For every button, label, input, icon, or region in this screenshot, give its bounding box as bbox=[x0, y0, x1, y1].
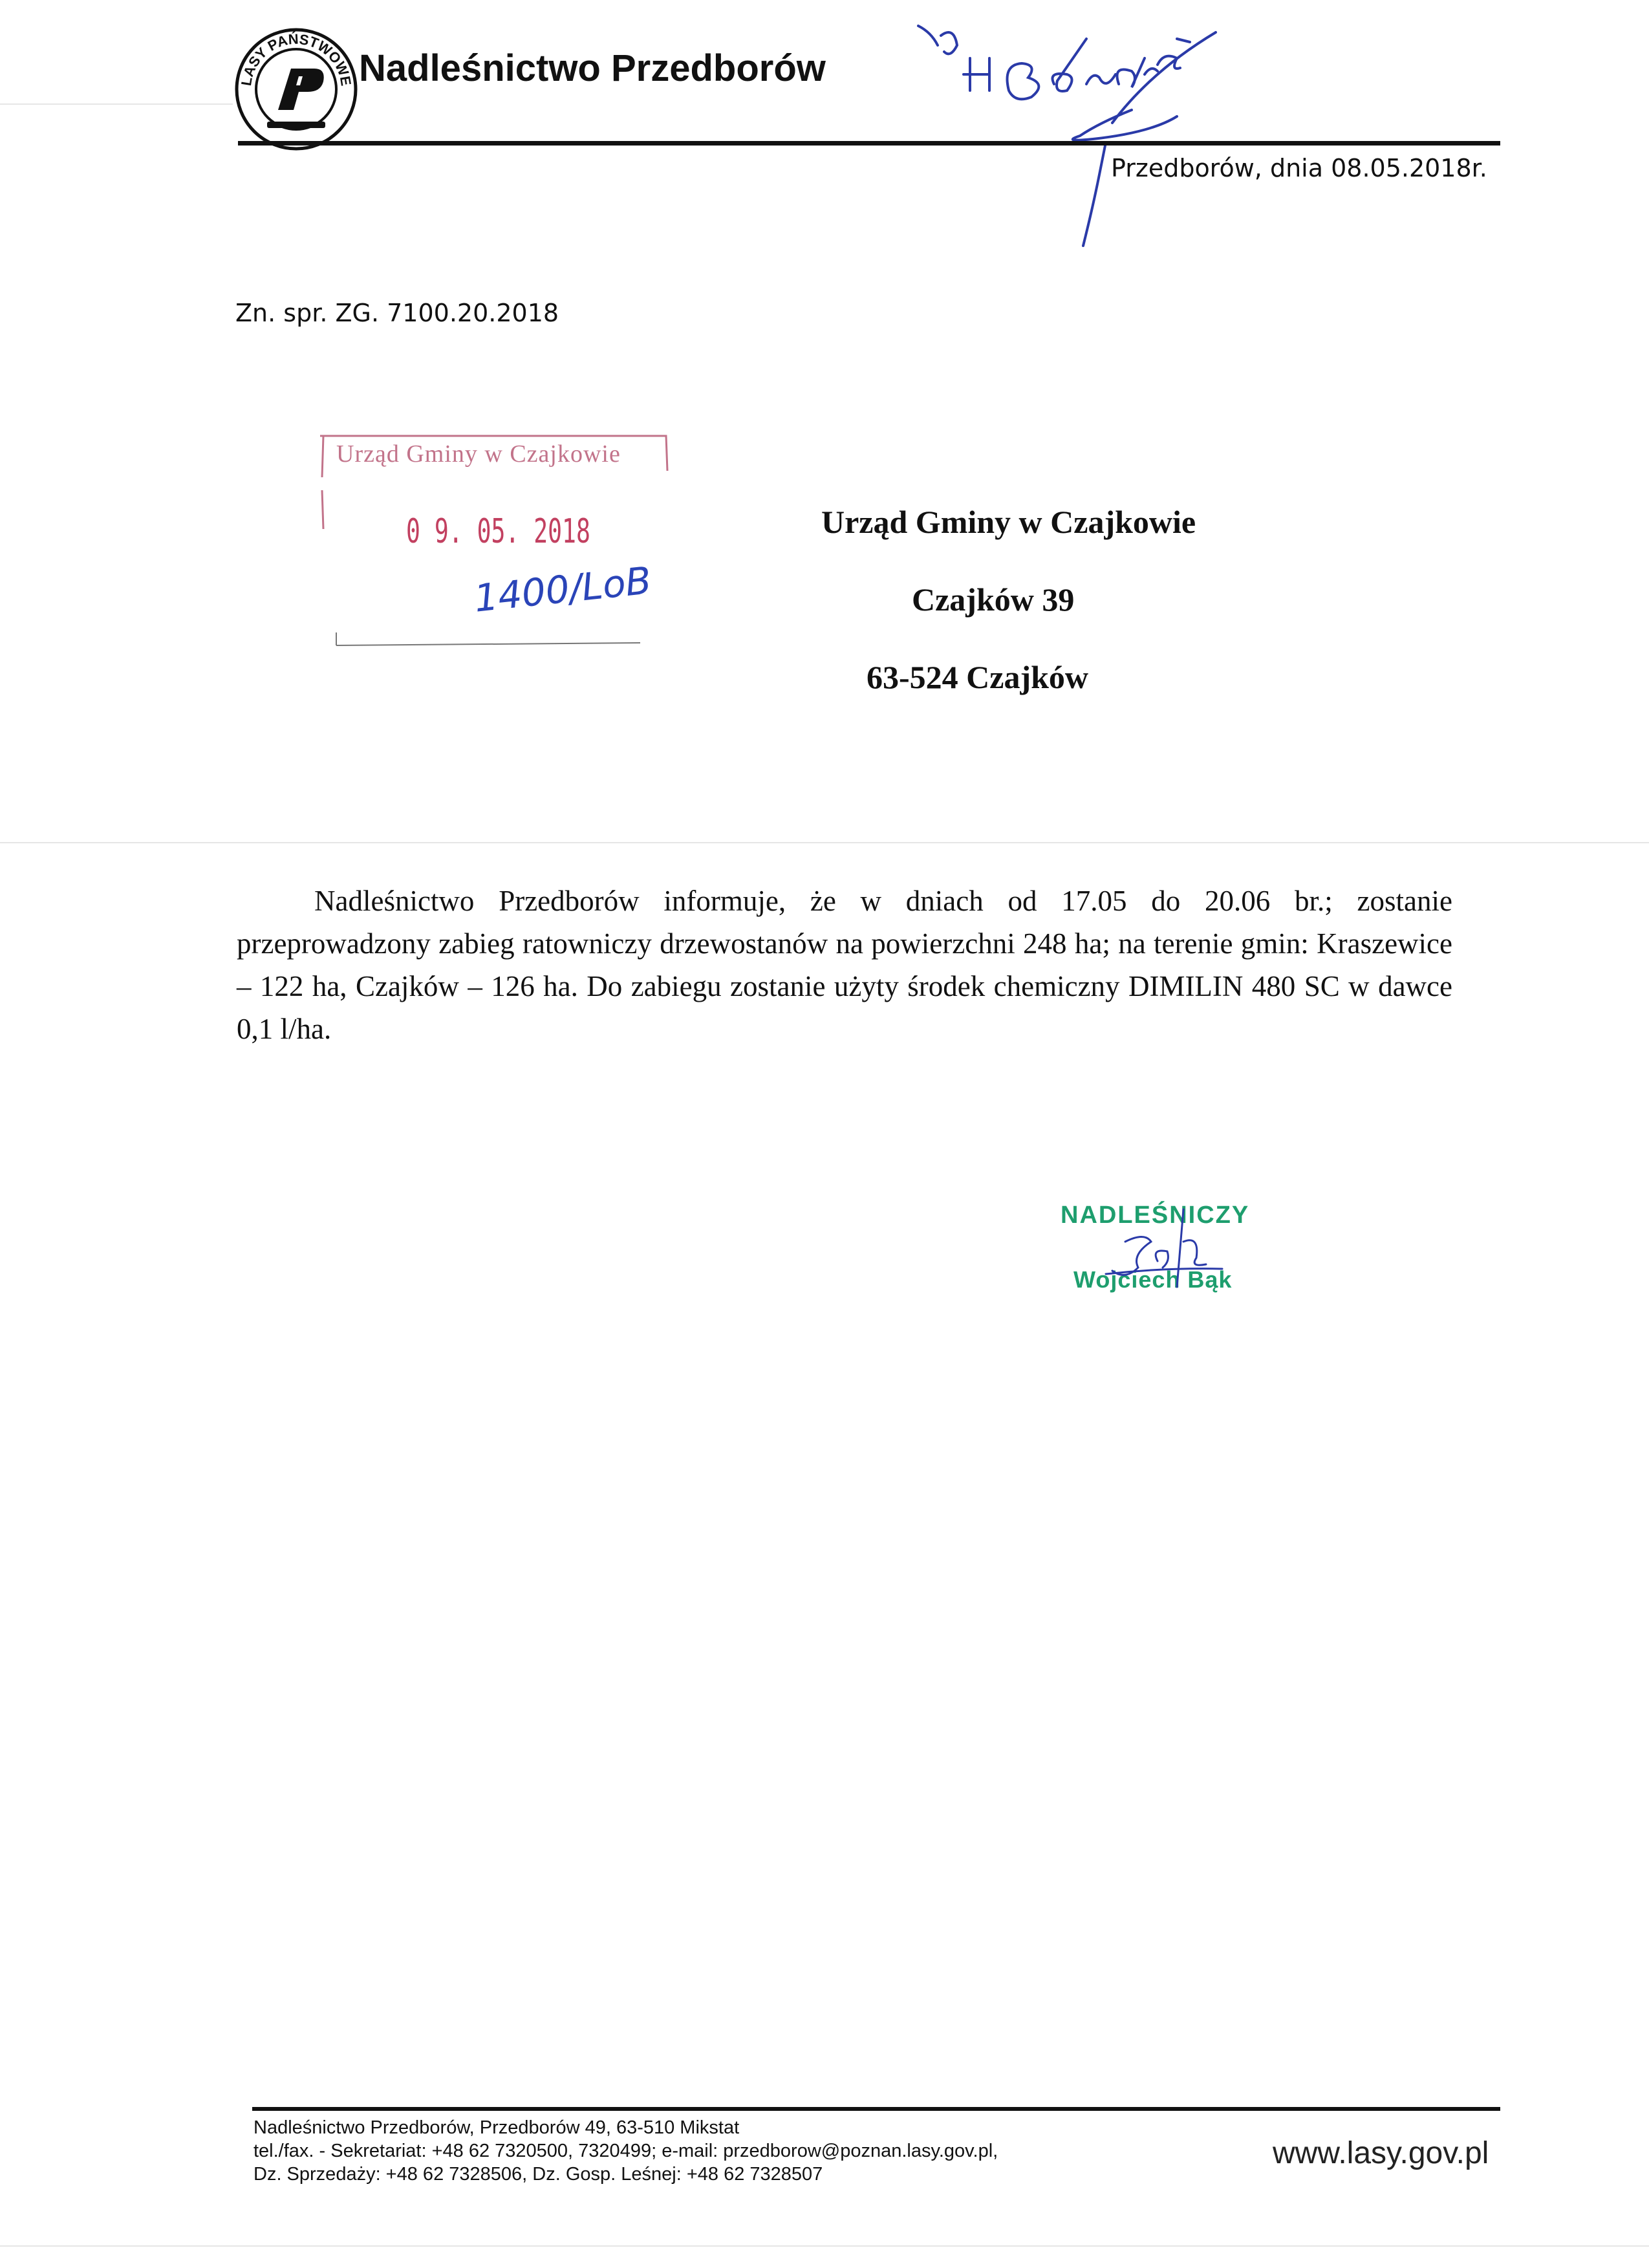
letter-body-paragraph: Nadleśnictwo Przedborów informuje, że w dniach od 17.05 do 20.06 br.; zostanie przeprowadzony zabieg ratowniczy drzewostanów na powierzchni 248 ha; na terenie gmin: Kraszewice – 122 ha, Czajków – 126 ha. Do zabiegu zostanie użyty środek chemiczny DIMILIN 480 SC w dawce 0,1 l/ha. bbox=[237, 885, 1452, 1045]
handwritten-approval-signature bbox=[892, 13, 1255, 259]
logo-text: LASY PAŃSTWOWE bbox=[238, 30, 354, 87]
organization-title: Nadleśnictwo Przedborów bbox=[359, 47, 826, 89]
recipient-street: Czajków 39 bbox=[912, 581, 1075, 618]
footer-address: Nadleśnictwo Przedborów, Przedborów 49, 63-510 Mikstat bbox=[253, 2117, 740, 2138]
case-reference-number: Zn. spr. ZG. 7100.20.2018 bbox=[235, 299, 559, 327]
scan-line-bottom bbox=[0, 2245, 1649, 2247]
stamp-office-name: Urząd Gminy w Czajkowie bbox=[336, 440, 621, 468]
footer-rule bbox=[252, 2107, 1500, 2111]
signatory-name: Wojciech Bąk bbox=[1073, 1266, 1233, 1293]
footer-contact: tel./fax. - Sekretariat: +48 62 7320500, 7320499; e-mail: przedborow@poznan.lasy.gov.pl, bbox=[253, 2141, 998, 2161]
footer-departments: Dz. Sprzedaży: +48 62 7328506, Dz. Gosp. Leśnej: +48 62 7328507 bbox=[253, 2164, 823, 2185]
stamp-registry-number: 1400/LoB bbox=[472, 558, 654, 621]
signatory-title: NADLEŚNICZY bbox=[1061, 1202, 1250, 1229]
stamp-received-date: 0 9. 05. 2018 bbox=[406, 512, 590, 551]
footer-website-link[interactable]: www.lasy.gov.pl bbox=[1273, 2136, 1489, 2170]
handwritten-signature bbox=[1086, 1196, 1255, 1313]
scan-line-top bbox=[0, 103, 233, 105]
recipient-postal-city: 63-524 Czajków bbox=[867, 659, 1089, 695]
place-and-date: Przedborów, dnia 08.05.2018r. bbox=[1111, 154, 1487, 182]
recipient-name: Urząd Gminy w Czajkowie bbox=[821, 504, 1196, 540]
header-rule bbox=[238, 141, 1500, 146]
lasy-panstwowe-logo bbox=[232, 25, 361, 154]
scan-line-mid bbox=[0, 842, 1649, 843]
